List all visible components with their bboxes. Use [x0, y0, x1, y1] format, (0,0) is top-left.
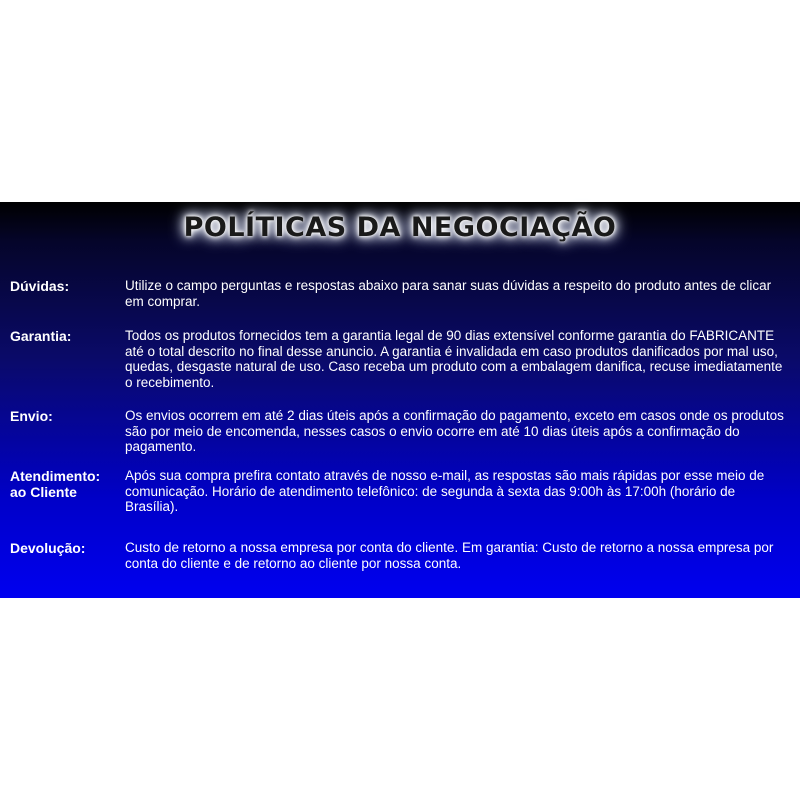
section-label-duvidas: Dúvidas:	[10, 278, 70, 294]
policies-banner	[0, 202, 800, 598]
section-label-garantia: Garantia:	[10, 328, 72, 344]
section-text-duvidas: Utilize o campo perguntas e respostas abaixo para sanar suas dúvidas a respeito do produto antes de clicar em comprar.	[125, 278, 772, 309]
page-title: POLÍTICAS DA NEGOCIAÇÃO	[183, 212, 617, 243]
section-text-garantia: Todos os produtos fornecidos tem a garantia legal de 90 dias extensível conforme garantia do FABRICANTE até o total descrito no final desse anuncio. A garantia é invalidada em caso produtos danificados por mal uso, quedas, desgaste natural de uso. Caso receba um produto com a embalagem danifica, recuse imediatamente o recebimento.	[125, 328, 783, 390]
section-text-atendimento: Após sua compra prefira contato através de nosso e-mail, as respostas são mais rápidas por esse meio de comunicação. Horário de atendimento telefônico: de segunda à sexta das 9:00h às 17:00h (horário de Brasília).	[125, 468, 765, 514]
section-label-devolucao: Devolução:	[10, 540, 86, 556]
section-label-atendimento: Atendimento: ao Cliente	[10, 468, 101, 500]
section-text-envio: Os envios ocorrem em até 2 dias úteis após a confirmação do pagamento, exceto em casos onde os produtos são por meio de encomenda, nesses casos o envio ocorre em até 10 dias úteis após a confirmação do pagamento.	[125, 408, 784, 454]
section-label-envio: Envio:	[10, 408, 53, 424]
section-text-devolucao: Custo de retorno a nossa empresa por conta do cliente. Em garantia: Custo de retorno a nossa empresa por conta do cliente e de retorno ao cliente por nossa conta.	[125, 540, 774, 571]
